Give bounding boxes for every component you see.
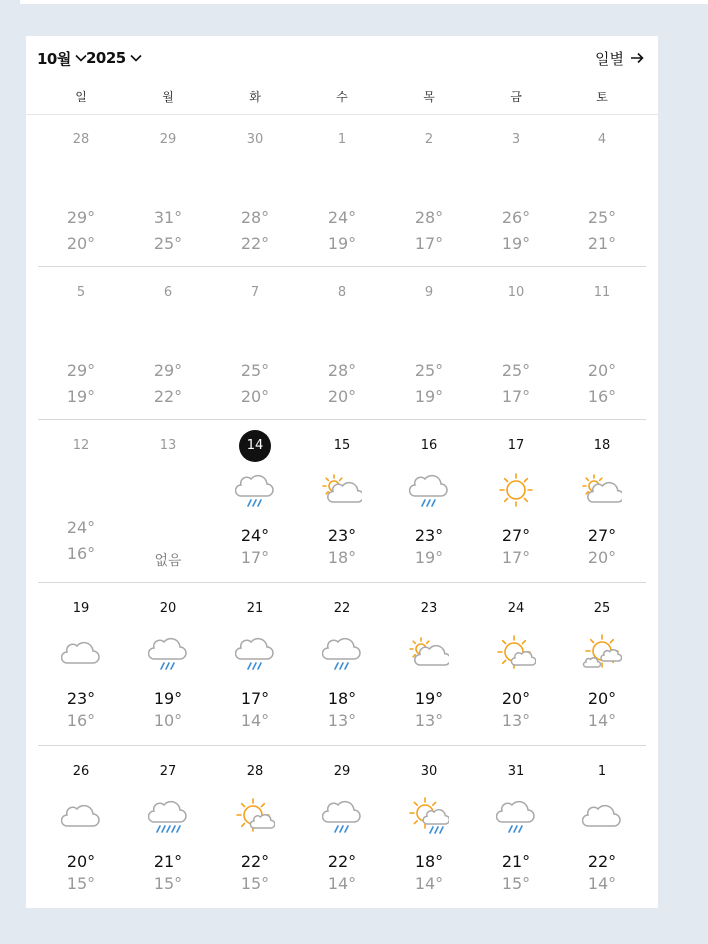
sunny-icon bbox=[496, 470, 536, 510]
mostly-sunny-icon bbox=[235, 796, 275, 836]
high-temperature: 23° bbox=[414, 526, 444, 545]
low-temperature: 13° bbox=[501, 711, 531, 730]
weekday-label: 토 bbox=[596, 90, 608, 104]
calendar-day[interactable] bbox=[212, 583, 298, 746]
weekday-label: 월 bbox=[162, 90, 174, 104]
high-temperature: 25° bbox=[587, 208, 617, 227]
calendar-week-row bbox=[38, 114, 646, 267]
day-number: 24 bbox=[507, 601, 525, 616]
rain-icon bbox=[148, 633, 188, 673]
day-number: 11 bbox=[593, 285, 611, 300]
day-number: 12 bbox=[72, 438, 90, 453]
low-temperature: 15° bbox=[153, 874, 183, 893]
calendar-day[interactable] bbox=[299, 114, 385, 267]
partly-cloudy-icon bbox=[322, 470, 362, 510]
day-number: 2 bbox=[424, 132, 434, 147]
day-number: 21 bbox=[246, 601, 264, 616]
day-number: 5 bbox=[76, 285, 86, 300]
calendar-week-row bbox=[38, 583, 646, 746]
high-temperature: 20° bbox=[501, 689, 531, 708]
calendar-day[interactable] bbox=[473, 746, 559, 909]
low-temperature: 14° bbox=[240, 711, 270, 730]
low-temperature: 16° bbox=[66, 711, 96, 730]
high-temperature: 29° bbox=[153, 361, 183, 380]
calendar-day[interactable] bbox=[212, 114, 298, 267]
partly-cloudy-icon bbox=[582, 470, 622, 510]
today-date-badge: 14 bbox=[239, 430, 271, 462]
calendar-day[interactable] bbox=[473, 420, 559, 583]
low-temperature: 15° bbox=[240, 874, 270, 893]
day-number: 30 bbox=[246, 132, 264, 147]
day-number: 26 bbox=[72, 764, 90, 779]
calendar-day[interactable] bbox=[125, 583, 211, 746]
high-temperature: 23° bbox=[66, 689, 96, 708]
calendar-day[interactable] bbox=[38, 114, 124, 267]
high-temperature: 23° bbox=[327, 526, 357, 545]
weekday-label: 화 bbox=[249, 90, 261, 104]
high-temperature: 29° bbox=[66, 361, 96, 380]
year-selector[interactable] bbox=[86, 47, 142, 69]
day-number: 29 bbox=[333, 764, 351, 779]
high-temperature: 27° bbox=[587, 526, 617, 545]
calendar-day[interactable] bbox=[299, 420, 385, 583]
daily-view-link[interactable] bbox=[595, 47, 644, 69]
day-number: 19 bbox=[72, 601, 90, 616]
calendar-day[interactable] bbox=[125, 114, 211, 267]
low-temperature: 22° bbox=[153, 387, 183, 406]
rain-icon bbox=[322, 633, 362, 673]
day-number: 25 bbox=[593, 601, 611, 616]
sun-rain-icon bbox=[409, 796, 449, 836]
low-temperature: 20° bbox=[66, 234, 96, 253]
high-temperature: 19° bbox=[414, 689, 444, 708]
day-number: 8 bbox=[337, 285, 347, 300]
calendar-day[interactable] bbox=[386, 420, 472, 583]
day-number: 29 bbox=[159, 132, 177, 147]
weekday-label: 금 bbox=[510, 90, 522, 104]
low-temperature: 15° bbox=[501, 874, 531, 893]
day-number: 13 bbox=[159, 438, 177, 453]
low-temperature: 17° bbox=[414, 234, 444, 253]
low-temperature: 16° bbox=[66, 544, 96, 563]
calendar-day[interactable] bbox=[386, 114, 472, 267]
calendar-day[interactable] bbox=[38, 420, 124, 583]
rain-icon bbox=[235, 470, 275, 510]
low-temperature: 14° bbox=[327, 874, 357, 893]
heavy-rain-icon bbox=[148, 796, 188, 836]
high-temperature: 17° bbox=[240, 689, 270, 708]
calendar-day[interactable] bbox=[125, 746, 211, 909]
daily-view-label: 일별 bbox=[595, 49, 624, 68]
rain-icon bbox=[235, 633, 275, 673]
high-temperature: 18° bbox=[327, 689, 357, 708]
low-temperature: 19° bbox=[501, 234, 531, 253]
weekday-label: 일 bbox=[75, 90, 87, 104]
partly-cloudy-icon bbox=[409, 633, 449, 673]
low-temperature: 19° bbox=[414, 548, 444, 567]
weather-calendar-panel bbox=[26, 36, 658, 908]
high-temperature: 29° bbox=[66, 208, 96, 227]
calendar-week-row bbox=[38, 267, 646, 420]
high-temperature: 31° bbox=[153, 208, 183, 227]
cloudy-icon bbox=[61, 796, 101, 836]
calendar-day[interactable] bbox=[212, 746, 298, 909]
low-temperature: 20° bbox=[327, 387, 357, 406]
day-number: 17 bbox=[507, 438, 525, 453]
rain-icon bbox=[409, 470, 449, 510]
low-temperature: 17° bbox=[501, 548, 531, 567]
day-number: 3 bbox=[511, 132, 521, 147]
calendar-day[interactable] bbox=[125, 267, 211, 420]
low-temperature: 13° bbox=[327, 711, 357, 730]
calendar-day[interactable] bbox=[38, 746, 124, 909]
calendar-week-row bbox=[38, 746, 646, 909]
calendar-day[interactable] bbox=[299, 267, 385, 420]
high-temperature: 19° bbox=[153, 689, 183, 708]
no-data-label: 없음 bbox=[154, 553, 182, 569]
low-temperature: 17° bbox=[501, 387, 531, 406]
low-temperature: 20° bbox=[240, 387, 270, 406]
high-temperature: 24° bbox=[240, 526, 270, 545]
sun-clouds-icon bbox=[582, 633, 622, 673]
high-temperature: 24° bbox=[66, 518, 96, 537]
high-temperature: 20° bbox=[587, 689, 617, 708]
mostly-sunny-icon bbox=[496, 633, 536, 673]
calendar-day[interactable] bbox=[386, 746, 472, 909]
calendar-week-row bbox=[38, 420, 646, 583]
low-temperature: 14° bbox=[587, 874, 617, 893]
calendar-day[interactable] bbox=[473, 583, 559, 746]
low-temperature: 17° bbox=[240, 548, 270, 567]
calendar-day[interactable] bbox=[386, 267, 472, 420]
low-temperature: 14° bbox=[587, 711, 617, 730]
high-temperature: 20° bbox=[587, 361, 617, 380]
low-temperature: 19° bbox=[414, 387, 444, 406]
arrow-right-icon bbox=[630, 52, 644, 64]
day-number: 20 bbox=[159, 601, 177, 616]
low-temperature: 15° bbox=[66, 874, 96, 893]
low-temperature: 25° bbox=[153, 234, 183, 253]
calendar-day[interactable] bbox=[559, 746, 645, 909]
high-temperature: 27° bbox=[501, 526, 531, 545]
high-temperature: 26° bbox=[501, 208, 531, 227]
low-temperature: 22° bbox=[240, 234, 270, 253]
low-temperature: 19° bbox=[327, 234, 357, 253]
cloudy-icon bbox=[582, 796, 622, 836]
day-number: 23 bbox=[420, 601, 438, 616]
calendar-day[interactable] bbox=[559, 420, 645, 583]
cloudy-icon bbox=[61, 633, 101, 673]
low-temperature: 14° bbox=[414, 874, 444, 893]
day-number: 18 bbox=[593, 438, 611, 453]
day-number: 22 bbox=[333, 601, 351, 616]
high-temperature: 21° bbox=[153, 852, 183, 871]
high-temperature: 22° bbox=[587, 852, 617, 871]
day-number: 16 bbox=[420, 438, 438, 453]
day-number: 9 bbox=[424, 285, 434, 300]
high-temperature: 18° bbox=[414, 852, 444, 871]
calendar-day[interactable] bbox=[125, 420, 211, 583]
high-temperature: 22° bbox=[240, 852, 270, 871]
calendar-day[interactable] bbox=[559, 114, 645, 267]
calendar-day[interactable] bbox=[299, 746, 385, 909]
high-temperature: 28° bbox=[240, 208, 270, 227]
low-temperature: 20° bbox=[587, 548, 617, 567]
high-temperature: 28° bbox=[414, 208, 444, 227]
day-number: 28 bbox=[72, 132, 90, 147]
low-temperature: 21° bbox=[587, 234, 617, 253]
year-label: 2025 bbox=[86, 49, 126, 67]
day-number: 31 bbox=[507, 764, 525, 779]
weekday-header-row bbox=[26, 84, 658, 115]
calendar-day[interactable] bbox=[559, 267, 645, 420]
rain-icon bbox=[496, 796, 536, 836]
low-temperature: 10° bbox=[153, 711, 183, 730]
rain-icon bbox=[322, 796, 362, 836]
day-number: 15 bbox=[333, 438, 351, 453]
high-temperature: 25° bbox=[501, 361, 531, 380]
calendar-day[interactable] bbox=[212, 267, 298, 420]
low-temperature: 19° bbox=[66, 387, 96, 406]
day-number: 1 bbox=[597, 764, 607, 779]
chevron-down-icon bbox=[130, 54, 142, 62]
calendar-day[interactable] bbox=[473, 267, 559, 420]
calendar-day-today[interactable] bbox=[212, 420, 298, 583]
month-label: 10월 bbox=[37, 49, 71, 68]
calendar-day[interactable] bbox=[386, 583, 472, 746]
day-number: 30 bbox=[420, 764, 438, 779]
high-temperature: 25° bbox=[414, 361, 444, 380]
month-selector[interactable] bbox=[37, 47, 87, 69]
high-temperature: 24° bbox=[327, 208, 357, 227]
day-number: 1 bbox=[337, 132, 347, 147]
low-temperature: 16° bbox=[587, 387, 617, 406]
weekday-label: 목 bbox=[423, 90, 435, 104]
calendar-day[interactable] bbox=[38, 267, 124, 420]
low-temperature: 18° bbox=[327, 548, 357, 567]
top-strip bbox=[20, 0, 708, 4]
low-temperature: 13° bbox=[414, 711, 444, 730]
calendar-day[interactable] bbox=[299, 583, 385, 746]
high-temperature: 25° bbox=[240, 361, 270, 380]
weekday-label: 수 bbox=[336, 90, 348, 104]
day-number: 4 bbox=[597, 132, 607, 147]
day-number: 10 bbox=[507, 285, 525, 300]
day-number: 6 bbox=[163, 285, 173, 300]
high-temperature: 28° bbox=[327, 361, 357, 380]
calendar-day[interactable] bbox=[473, 114, 559, 267]
day-number: 7 bbox=[250, 285, 260, 300]
high-temperature: 22° bbox=[327, 852, 357, 871]
high-temperature: 21° bbox=[501, 852, 531, 871]
day-number: 28 bbox=[246, 764, 264, 779]
high-temperature: 20° bbox=[66, 852, 96, 871]
day-number: 27 bbox=[159, 764, 177, 779]
calendar-header bbox=[26, 36, 658, 78]
calendar-day[interactable] bbox=[559, 583, 645, 746]
calendar-day[interactable] bbox=[38, 583, 124, 746]
